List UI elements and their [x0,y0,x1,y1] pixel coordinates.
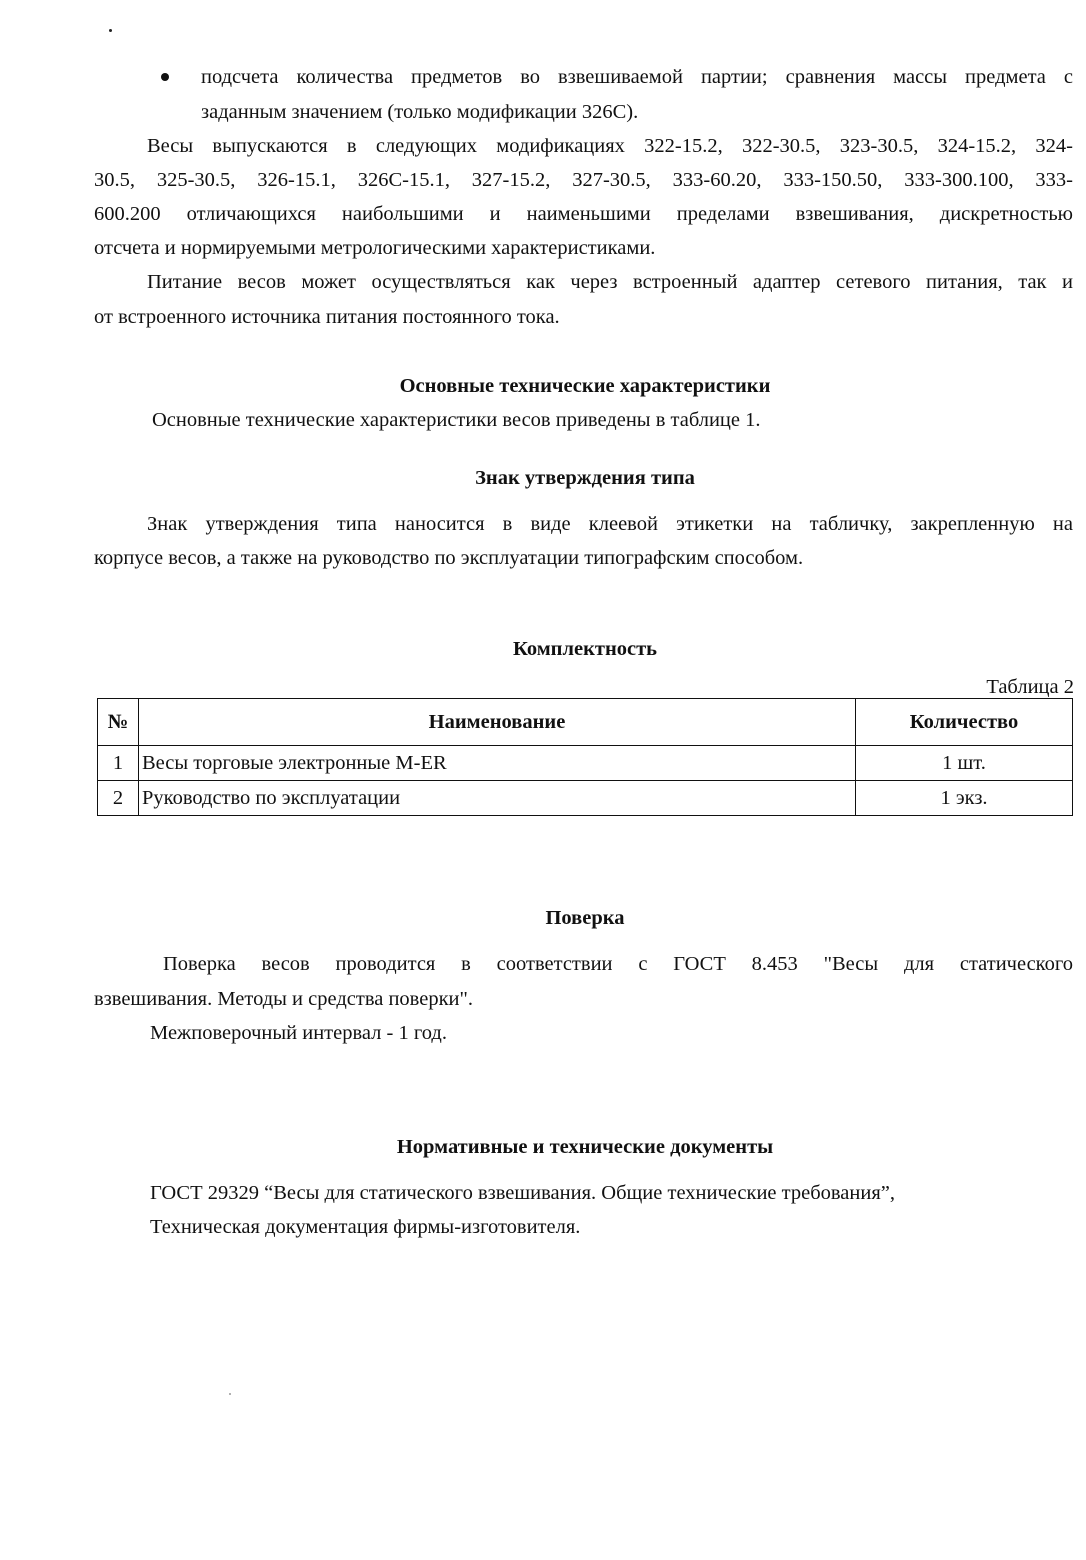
completeness-table [97,698,1073,816]
paragraph-line: Питание весов может осуществляться как через встроенный адаптер сетевого питания, так и [147,271,1073,293]
cell-quantity: 1 шт. [856,746,1073,781]
paragraph-line: 30.5, 325-30.5, 326-15.1, 326С-15.1, 327-15.2, 327-30.5, 333-60.20, 333-150.50, 333-300.100, 333- [94,169,1073,191]
paragraph-line: отсчета и нормируемыми метрологическими характеристиками. [94,237,656,259]
bullet-icon [161,73,169,81]
section-heading-specs: Основные технические характеристики [399,375,771,397]
cell-number: 1 [98,746,139,781]
section-heading-completeness: Комплектность [512,638,658,660]
paragraph-line: взвешивания. Методы и средства поверки". [94,988,473,1010]
normative-doc-item: ГОСТ 29329 “Весы для статического взвешивания. Общие технические требования”, [150,1182,895,1204]
cell-name: Весы торговые электронные M-ER [139,746,856,781]
header-number: № [98,699,139,746]
bullet-text-line: заданным значением (только модификации 326С). [201,101,639,123]
verification-interval: Межповерочный интервал - 1 год. [150,1022,447,1044]
paragraph-line: 600.200 отличающихся наибольшими и наименьшими пределами взвешивания, дискретностью [94,203,1073,225]
bullet-text-line: подсчета количества предметов во взвешиваемой партии; сравнения массы предмета с [201,66,1073,88]
paragraph-line: от встроенного источника питания постоянного тока. [94,306,560,328]
header-quantity: Количество [856,699,1073,746]
specs-text: Основные технические характеристики весов приведены в таблице 1. [152,409,761,431]
normative-doc-item: Техническая документация фирмы-изготовителя. [150,1216,581,1238]
cell-quantity: 1 экз. [856,781,1073,816]
paragraph-line: Поверка весов проводится в соответствии с ГОСТ 8.453 "Весы для статического [163,953,1073,975]
paragraph-line: корпусе весов, а также на руководство по эксплуатации типографским способом. [94,547,804,569]
section-heading-verification: Поверка [545,907,625,929]
table-header-row [98,699,1073,746]
table-caption: Таблица 2 [986,676,1074,698]
cell-name: Руководство по эксплуатации [139,781,856,816]
table-row [98,781,1073,816]
scan-speck [109,29,112,32]
table-row [98,746,1073,781]
section-heading-approval-mark: Знак утверждения типа [475,467,695,489]
header-name: Наименование [139,699,856,746]
cell-number: 2 [98,781,139,816]
paragraph-line: Знак утверждения типа наносится в виде клеевой этикетки на табличку, закрепленную на [147,513,1073,535]
paragraph-line: Весы выпускаются в следующих модификациях 322-15.2, 322-30.5, 323-30.5, 324-15.2, 324- [147,135,1073,157]
scan-speck [229,1393,231,1395]
section-heading-normative-docs: Нормативные и технические документы [396,1136,774,1158]
